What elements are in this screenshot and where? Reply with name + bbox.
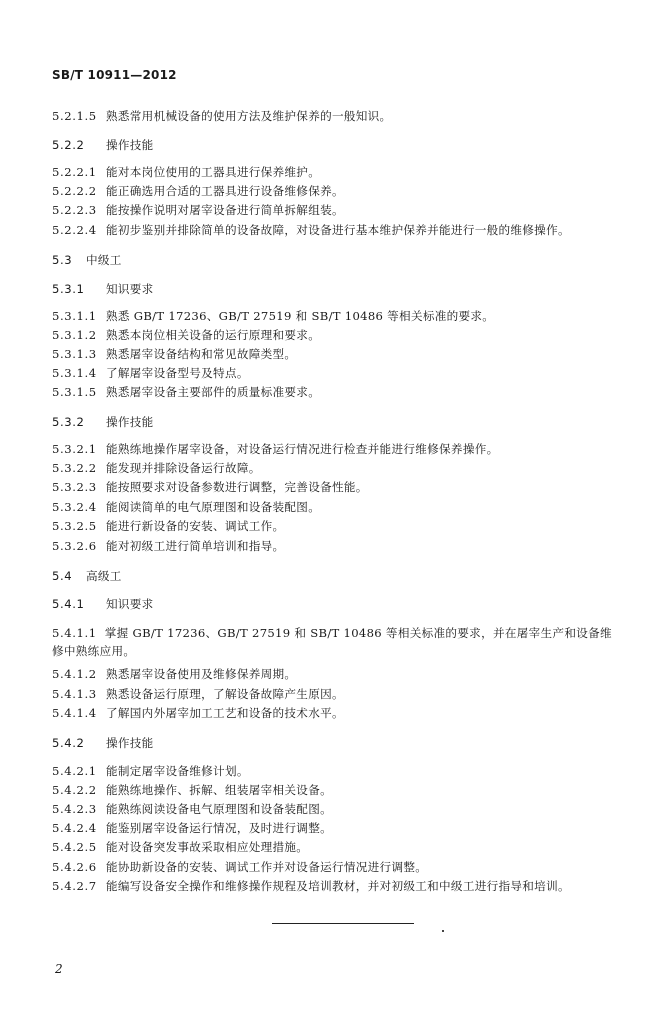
speck-mark [442,930,444,932]
clause-number: 5.3.2.1 [52,442,97,456]
clause-line [52,364,625,382]
clause-text: 能按操作说明对屠宰设备进行简单拆解组装。 [106,203,344,217]
clause-line [52,762,625,780]
clause-number: 5.3.2.4 [52,500,97,514]
clause-line [52,537,625,555]
clause-line [52,182,625,200]
clause-text: 能对本岗位使用的工器具进行保养维护。 [106,165,321,179]
clause-line [52,163,625,181]
standard-code-header: SB/T 10911—2012 [52,68,177,82]
clause-number: 5.3.2.3 [52,480,97,494]
clause-line [52,685,625,703]
clause-line [52,877,625,895]
clause-number: 5.3.1.2 [52,328,97,342]
clause-number: 5.3.2.5 [52,519,97,533]
clause-line [52,517,625,535]
clause-line [52,201,625,219]
clause-number: 5.2.2.1 [52,165,97,179]
clause-text: 能对设备突发事故采取相应处理措施。 [106,840,309,854]
clause-number: 5.4.2.6 [52,860,97,874]
clause-text: 能编写设备安全操作和维修操作规程及培训教材，并对初级工和中级工进行指导和培训。 [106,879,570,893]
clause-text: 知识要求 [106,597,154,611]
clause-line [52,781,625,799]
clause-line [52,498,625,516]
clause-text: 操作技能 [106,415,154,429]
clause-number: 5.3.1 [52,282,85,296]
clause-number: 5.4.2.2 [52,783,97,797]
clause-paragraph-wrapped [52,624,622,660]
clause-line [52,221,625,239]
clause-number: 5.4.2.7 [52,879,97,893]
clause-number: 5.4 [52,569,73,583]
section-heading [52,734,625,752]
clause-number: 5.2.1.5 [52,109,97,123]
clause-text: 了解国内外屠宰加工工艺和设备的技术水平。 [106,706,344,720]
clause-text: 掌握 GB/T 17236、GB/T 27519 和 SB/T 10486 等相关标准的要求，并在屠宰生产和设备维修中熟练应用。 [52,626,612,658]
clause-text: 熟悉屠宰设备结构和常见故障类型。 [106,347,297,361]
section-heading [52,595,625,613]
clause-text: 熟悉屠宰设备主要部件的质量标准要求。 [106,385,321,399]
clause-text: 操作技能 [106,736,154,750]
clause-line [52,326,625,344]
clause-number: 5.2.2 [52,138,85,152]
clause-text: 了解屠宰设备型号及特点。 [106,366,249,380]
clause-text: 能制定屠宰设备维修计划。 [106,764,249,778]
clause-number: 5.3.2 [52,415,85,429]
clause-text: 熟悉屠宰设备使用及维修保养周期。 [106,667,297,681]
clause-text: 能鉴别屠宰设备运行情况，及时进行调整。 [106,821,332,835]
clause-number: 5.3.1.3 [52,347,97,361]
section-heading [52,413,625,431]
clause-text: 熟悉常用机械设备的使用方法及维护保养的一般知识。 [106,109,392,123]
clause-text: 能发现并排除设备运行故障。 [106,461,261,475]
clause-number: 5.3.1.4 [52,366,97,380]
clause-text: 知识要求 [106,282,154,296]
clause-text: 操作技能 [106,138,154,152]
clause-number: 5.4.2 [52,736,85,750]
clause-text: 能熟练阅读设备电气原理图和设备装配图。 [106,802,332,816]
clause-text: 能阅读简单的电气原理图和设备装配图。 [106,500,321,514]
clause-text: 能熟练地操作屠宰设备，对设备运行情况进行检查并能进行维修保养操作。 [106,442,499,456]
clause-line [52,858,625,876]
section-heading [52,280,625,298]
clause-number: 5.3.1.1 [52,309,97,323]
clause-number: 5.2.2.2 [52,184,97,198]
clause-text: 能熟练地操作、拆解、组装屠宰相关设备。 [106,783,332,797]
clause-line [52,459,625,477]
clause-text: 能正确选用合适的工器具进行设备维修保养。 [106,184,344,198]
clause-number: 5.3.2.2 [52,461,97,475]
clause-line [52,383,625,401]
clause-number: 5.4.1.3 [52,687,97,701]
clause-text: 能对初级工进行简单培训和指导。 [106,539,285,553]
clause-number: 5.4.2.1 [52,764,97,778]
clause-number: 5.2.2.3 [52,203,97,217]
clause-text: 中级工 [86,253,122,267]
clause-number: 5.4.1 [52,597,85,611]
clause-line [52,838,625,856]
clause-line [52,440,625,458]
clause-line [52,819,625,837]
clause-line [52,107,625,125]
clause-text: 能按照要求对设备参数进行调整，完善设备性能。 [106,480,368,494]
clause-number: 5.4.2.5 [52,840,97,854]
clause-text: 熟悉设备运行原理，了解设备故障产生原因。 [106,687,344,701]
clause-text: 能协助新设备的安装、调试工作并对设备运行情况进行调整。 [106,860,428,874]
clause-number: 5.3 [52,253,73,267]
clause-number: 5.4.2.3 [52,802,97,816]
clause-text: 熟悉本岗位相关设备的运行原理和要求。 [106,328,321,342]
clause-line [52,704,625,722]
clause-text: 能初步鉴别并排除简单的设备故障，对设备进行基本维护保养并能进行一般的维修操作。 [106,223,570,237]
clause-line [52,345,625,363]
clause-line [52,665,625,683]
clause-line [52,478,625,496]
clause-line [52,800,625,818]
clause-line [52,307,625,325]
clause-number: 5.3.1.5 [52,385,97,399]
clause-text: 能进行新设备的安装、调试工作。 [106,519,285,533]
page-number: 2 [55,962,63,976]
clause-number: 5.2.2.4 [52,223,97,237]
clause-number: 5.4.1.2 [52,667,97,681]
clause-text: 高级工 [86,569,122,583]
section-heading [52,567,625,585]
section-heading [52,136,625,154]
clause-number: 5.3.2.6 [52,539,97,553]
section-heading [52,251,625,269]
clause-text: 熟悉 GB/T 17236、GB/T 27519 和 SB/T 10486 等相关标准的要求。 [106,309,495,323]
clause-number: 5.4.2.4 [52,821,97,835]
clause-number: 5.4.1.4 [52,706,97,720]
end-rule [272,923,414,924]
clause-number: 5.4.1.1 [52,626,97,640]
